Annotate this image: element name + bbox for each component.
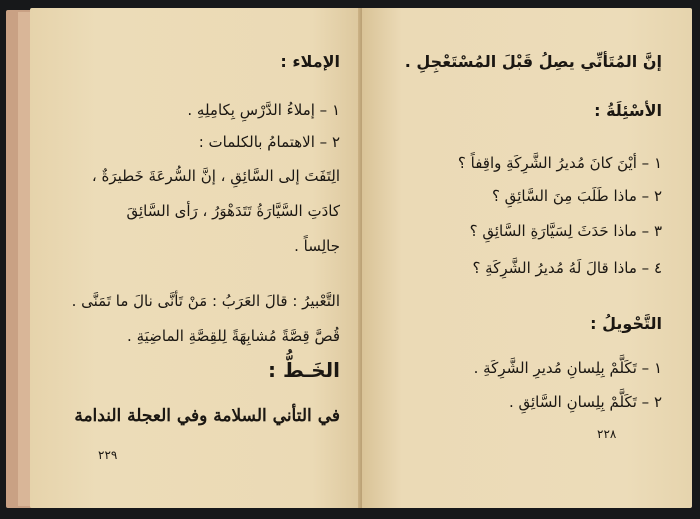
- questions-heading: الأسْئِلَةُ :: [594, 101, 662, 120]
- question-3: ٣ – ماذا حَدَثَ لِسَيَّارَةِ السَّائِقِ ؟: [469, 222, 662, 240]
- proverb-line: إنَّ المُتَأنِّي يصِلُ قَبْلَ المُسْتَعْجِلِ .: [404, 52, 662, 71]
- question-1: ١ – أيْنَ كانَ مُديرُ الشَّرِكَةِ واقِفاً ؟: [457, 154, 662, 172]
- tahwil-item-1: ١ – تَكَلَّمْ بِلِسانِ مُديرِ الشَّرِكَةِ .: [473, 359, 662, 377]
- words-line-2: كادَتِ السَّيَّارَةُ تَتَدَهْوَرُ ، رَأى السَّائِقَ: [126, 202, 340, 220]
- tahwil-item-2: ٢ – تَكَلَّمْ بِلِسانِ السَّائِقِ .: [508, 393, 662, 411]
- imla-heading: الإملاء :: [280, 52, 340, 71]
- khatt-heading: الخَـطُّ :: [268, 358, 340, 382]
- imla-item-2: ٢ – الاهتمامُ بالكلمات :: [198, 133, 340, 151]
- handwriting-sample: في التأني السلامة وفي العجلة الندامة: [74, 406, 340, 426]
- words-line-3: جالِساً .: [294, 237, 340, 255]
- right-page: [362, 8, 692, 508]
- left-page: [30, 8, 362, 508]
- tabir-line: التَّعْبيرُ : قالَ العَرَبُ : مَنْ تَأنَّى نالَ ما تَمَنَّى .: [71, 292, 340, 310]
- imla-item-1: ١ – إملاءُ الدَّرْسِ بِكامِلِهِ .: [187, 101, 340, 119]
- story-line: قُصَّ قِصَّةً مُشابِهَةً لِلقِصَّةِ الماضِيَةِ .: [127, 327, 340, 345]
- words-line-1: الِتَفَتَ إلى السَّائِقِ ، إنَّ السُّرعَةَ خَطيرَةٌ ،: [91, 167, 340, 185]
- tahwil-heading: التَّحْويلُ :: [590, 314, 662, 333]
- page-number-right: ٢٢٨: [597, 427, 617, 441]
- page-number-left: ٢٢٩: [98, 448, 118, 462]
- question-2: ٢ – ماذا طَلَبَ مِنَ السَّائِقِ ؟: [491, 187, 662, 205]
- question-4: ٤ – ماذا قالَ لَهُ مُديرُ الشَّرِكَةِ ؟: [472, 259, 662, 277]
